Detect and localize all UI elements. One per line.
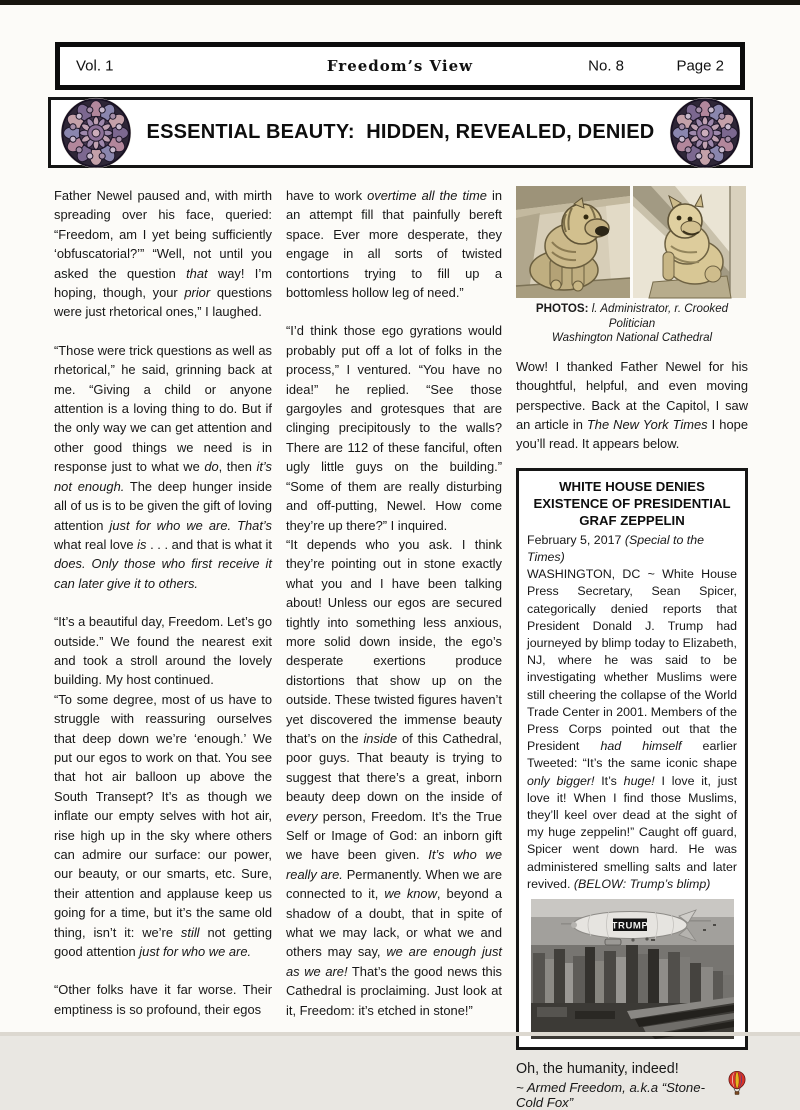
gargoyle-photo-right	[633, 186, 746, 298]
photo-caption-credits: l. Administrator, r. Crooked Politician	[591, 302, 729, 330]
scan-edge-bottom	[0, 1032, 800, 1036]
trump-blimp-photo	[531, 899, 734, 1039]
photo-caption-label: PHOTOS:	[535, 302, 589, 315]
boxed-article	[516, 468, 748, 1050]
story-column-2	[286, 186, 502, 1110]
story-column-3	[516, 186, 748, 1110]
gargoyle-photos	[516, 186, 748, 298]
paragraph: “Other folks have it far worse. Their emptiness is so profound, their egos	[54, 982, 272, 1017]
signature: ~ Armed Freedom, a.k.a “Stone-Cold Fox”	[516, 1080, 705, 1110]
hot-air-balloon-icon	[728, 1070, 746, 1096]
newsletter-title: Freedom’s View	[326, 57, 474, 75]
headline-banner	[48, 97, 753, 168]
photo-caption-location: Washington National Cathedral	[551, 331, 713, 345]
paragraph: Wow! I thanked Father Newel for his thoughtful, helpful, and even moving perspective. Back at the Capitol, I saw an article in The New York Times I hope you’ll read. It appears below.	[516, 358, 748, 452]
boxed-article-title: WHITE HOUSE DENIES EXISTENCE OF PRESIDENTIAL GRAF ZEPPELIN	[533, 478, 731, 528]
paragraph: “Those were trick questions as well as rhetorical,” he said, grinning back at me. “Giving a child or anyone attention is a loving thing to do. But if the only way we can get attention and other good things we need is in response just to what we do, then it’s not enough. The deep hunger inside all of us is to be given the gift of loving attention just for who we are. That’s what real love is . . . and that is what it does. Only those who first receive it can later give it to others.	[54, 342, 272, 591]
paragraph: “I’d think those ego gyrations would probably put off a lot of folks in the process,” I ventured. “You have no idea!” he replied. “See those gargoyles and grotesques that are clinging precipitously to the walls? There are 112 of these fanciful, often ugly little guys on the building.” “Some of them are really disturbing and off-putting, Newel. How come they’re up there?” I inquired.	[286, 323, 502, 533]
boxed-article-body: WASHINGTON, DC ~ White House Press Secretary, Sean Spicer, categorically denied reports that President Donald J. Trump had journeyed by blimp today to Elizabeth, NJ, where he was said to be investigating whether Muslims were still cheering the collapse of the World Trade Center in 2001. Members of the Press Corps pointed out that the President had himself earlier Tweeted: “It’s the same iconic shape only bigger! It’s huge! I love it, just love it! When I find those Muslims, they’ll keel over dead at the sight of my huge zeppelin!” Caught off guard, Spicer went down hard. He was administered smelling salts and later revived. (BELOW: Trump’s blimp)	[527, 567, 738, 891]
paragraph: have to work overtime all the time in an attempt fill that painfully bereft space. Ever more desperate, they engage in all sorts of twisted contortions trying to fill up a bottomless hollow leg of need.”	[286, 188, 503, 301]
headline-title: ESSENTIAL BEAUTY: HIDDEN, REVEALED, DENIED	[146, 121, 655, 143]
rose-window-icon	[669, 97, 741, 169]
paragraph: “It depends who you ask. I think they’re pointing out in stone exactly what you and I have been talking about! Unless our egos are secured tightly into something less anxious, more solid down inside, the ego’s desperate exertions produce distortions that show up on the outside. These twisted figures haven’t yet discovered the immense beauty that’s on the inside of this Cathedral, poor guys. That beauty is trying to suggest that there’s a great, inborn beauty deep down on the inside of every person, Freedom. It’s the True Self or Image of God: an inborn gift we have been given. It’s who we really are. Permanently. When we are connected to it, we know, beyond a shadow of a doubt, that in spite of what we may lack, or what we and others may say, we are enough just as we are! That’s the good news this Cathedral is proclaiming. Just look at it, Freedom: it’s etched in stone!”	[286, 536, 503, 1018]
photo-caption	[516, 302, 748, 346]
boxed-article-dateline: February 5, 2017 (Special to the Times)	[527, 532, 705, 565]
scan-edge-top	[0, 0, 800, 5]
story-column-1	[54, 186, 272, 1110]
paragraph: “To some degree, most of us have to struggle with reassuring ourselves that deep down we’re ‘enough.’ We put our egos to work on that. You see that hot air balloon up above the South Transept? It’s as though we inflate our empty selves with hot air, rise high up in the sky where others can admire our surface: our power, our beauty, or our smarts, etc. Sure, their attention and applause keep us going for a time, but it’s the same old thing, isn’t it: we’re still not getting good attention just for who we are.	[54, 691, 272, 960]
blimp-label: TRUMP	[611, 920, 648, 932]
masthead-volume: Vol. 1	[76, 57, 114, 75]
masthead-page-number: Page 2	[676, 57, 724, 75]
outro-exclamation: Oh, the humanity, indeed!	[516, 1061, 679, 1078]
paragraph: Father Newel paused and, with mirth spreading over his face, queried: “Freedom, am I yet being sufficiently ‘obfuscatorial?’” “Well, not until you asked the question that way! I’m hoping, though, your prior questions were just rhetorical ones,” I laughed.	[54, 188, 272, 320]
gargoyle-photo-left	[516, 186, 630, 298]
story-columns	[54, 186, 750, 1110]
paragraph: “It’s a beautiful day, Freedom. Let’s go outside.” We found the nearest exit and took a stroll around the lovely building. My host continued.	[54, 614, 272, 688]
masthead	[55, 42, 745, 90]
rose-window-icon	[60, 97, 132, 169]
masthead-issue-number: No. 8	[588, 57, 624, 75]
outro	[516, 1061, 748, 1110]
